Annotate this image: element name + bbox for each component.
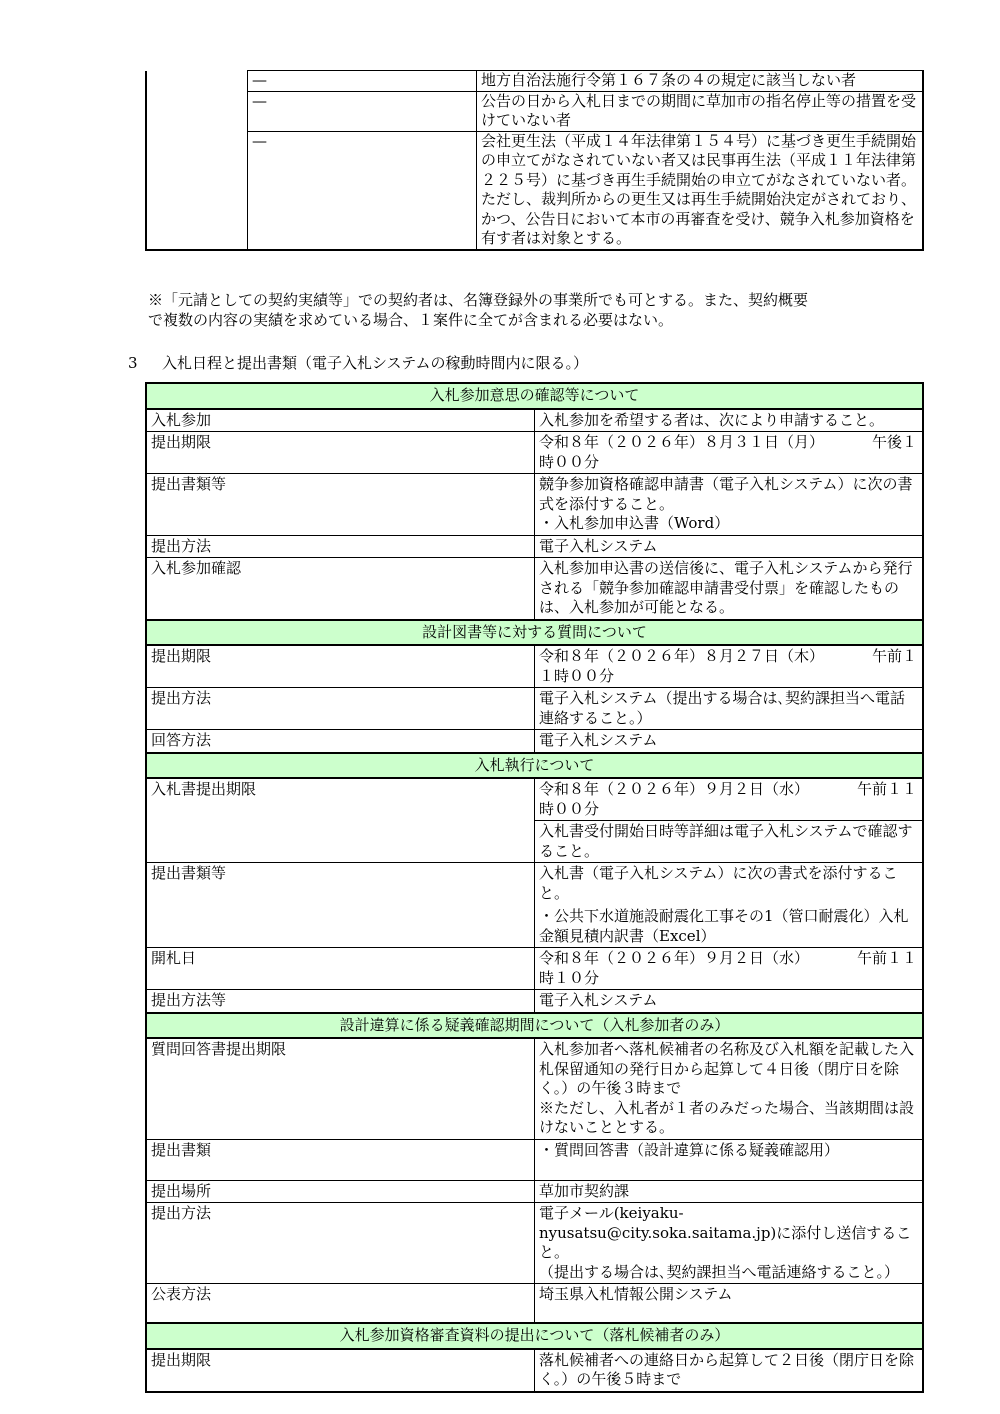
row-label: 提出期限 — [146, 432, 535, 474]
row-value — [535, 432, 924, 474]
table-row — [146, 863, 923, 948]
row-value: 電子入札システム（提出する場合は､契約課担当へ電話連絡すること。） — [535, 688, 924, 730]
note-line: で複数の内容の実績を求めている場合、１案件に全てが含まれる必要はない。 — [148, 311, 674, 329]
row-value: 電子入札システム — [535, 535, 924, 558]
section-title: 入札日程と提出書類（電子入札システムの稼動時間内に限る。） — [162, 354, 589, 372]
table-row — [146, 778, 923, 821]
requirement-text: 地方自治法施行令第１６７条の４の規定に該当しない者 — [477, 71, 924, 92]
deadline-time: 午前１１時００分 — [539, 647, 918, 685]
table-row — [146, 1180, 923, 1203]
value-line: ・入札参加申込書（Word） — [539, 514, 730, 532]
value-line: ※ただし、入札者が１者のみだった場合、当該期間は設けないこととする。 — [539, 1098, 915, 1136]
table-row — [146, 1038, 923, 1139]
section-header: 入札参加意思の確認等について — [146, 383, 923, 409]
row-value: 電子入札システム — [535, 730, 924, 753]
deadline-date: 令和８年（２０２６年）８月２７日（木） — [539, 647, 825, 665]
value-line: （提出する場合は､契約課担当へ電話連絡すること。） — [539, 1262, 900, 1281]
row-label: 入札参加確認 — [146, 558, 535, 620]
row-label: 入札参加 — [146, 409, 535, 432]
row-label: 提出方法 — [146, 535, 535, 558]
section-number: 3 — [128, 354, 138, 372]
table-row — [146, 645, 923, 688]
value-line: 入札参加者へ落札候補者の名称及び入札額を記載した入札保留通知の発行日から起算して４日後（閉庁日を除く。）の午後３時まで — [539, 1040, 915, 1097]
contract-note — [148, 290, 928, 330]
table-row — [146, 91, 923, 131]
row-value — [535, 474, 924, 536]
dash-cell: — — [248, 71, 477, 92]
deadline-date: 令和８年（２０２６年）９月２日（水） — [539, 780, 810, 798]
row-label: 提出方法 — [146, 688, 535, 730]
section-header: 設計図書等に対する質問について — [146, 620, 923, 646]
dash-cell: — — [248, 131, 477, 250]
value-line: 入札書（電子入札システム）に次の書式を添付すること。 — [539, 864, 898, 902]
row-value: 草加市契約課 — [535, 1180, 924, 1203]
row-label: 開札日 — [146, 948, 535, 990]
row-label: 提出場所 — [146, 1180, 535, 1203]
row-value — [535, 778, 924, 821]
row-value: 電子入札システム — [535, 990, 924, 1013]
value-line: 競争参加資格確認申請書（電子入札システム）に次の書式を添付すること。 — [539, 475, 913, 513]
row-value — [535, 948, 924, 990]
eligibility-table-continued — [145, 70, 924, 251]
schedule-table — [145, 382, 924, 1393]
section-header: 入札参加資格審査資料の提出について（落札候補者のみ） — [146, 1323, 923, 1349]
row-value — [535, 1038, 924, 1139]
row-value: 入札書受付開始日時等詳細は電子入札システムで確認すること。 — [535, 821, 924, 863]
table-row — [146, 1349, 923, 1392]
row-label: 提出期限 — [146, 645, 535, 688]
row-label: 提出書類 — [146, 1139, 535, 1180]
row-label: 公表方法 — [146, 1284, 535, 1324]
table-row — [146, 730, 923, 753]
table-row — [146, 948, 923, 990]
row-value: 埼玉県入札情報公開システム — [535, 1284, 924, 1324]
value-line: ・公共下水道施設耐震化工事その1（管口耐震化）入札金額見積内訳書（Excel） — [539, 907, 909, 945]
table-row — [146, 1203, 923, 1284]
table-row — [146, 474, 923, 536]
section-header: 入札執行について — [146, 753, 923, 779]
deadline-time: 午後１時００分 — [539, 433, 918, 471]
table-row — [146, 1284, 923, 1324]
row-value: 落札候補者への連絡日から起算して２日後（閉庁日を除く。）の午後５時まで — [535, 1349, 924, 1392]
row-value — [535, 863, 924, 948]
table-row — [146, 409, 923, 432]
table-row — [146, 71, 923, 92]
section-header: 設計違算に係る疑義確認期間について（入札参加者のみ） — [146, 1013, 923, 1039]
deadline-time: 午前１１時００分 — [539, 780, 918, 818]
table-row — [146, 688, 923, 730]
row-label: 入札書提出期限 — [146, 778, 535, 863]
row-label: 提出方法 — [146, 1203, 535, 1284]
row-label: 回答方法 — [146, 730, 535, 753]
table-row — [146, 432, 923, 474]
deadline-date: 令和８年（２０２６年）８月３１日（月） — [539, 433, 825, 451]
requirement-text: 会社更生法（平成１４年法律第１５４号）に基づき更生手続開始の申立てがなされていない者又は民事再生法（平成１１年法律第２２５号）に基づき再生手続開始の申立てがなされていない者。ただし、裁判所からの更生又は再生手続開始決定がされており、かつ、公告日において本市の再審査を受け、競争入札参加資格を有す者は対象とする。 — [477, 131, 924, 250]
row-value: ・質問回答書（設計違算に係る疑義確認用） — [535, 1139, 924, 1180]
row-label: 提出方法等 — [146, 990, 535, 1013]
row-label: 提出期限 — [146, 1349, 535, 1392]
row-value: 入札参加申込書の送信後に、電子入札システムから発行される「競争参加確認申請書受付票」を確認したものは、入札参加が可能となる。 — [535, 558, 924, 620]
row-value — [535, 645, 924, 688]
note-line: ※「元請としての契約実績等」での契約者は、名簿登録外の事業所でも可とする。また、契約概要 — [148, 291, 809, 309]
requirement-text: 公告の日から入札日までの期間に草加市の指名停止等の措置を受けていない者 — [477, 91, 924, 131]
row-label: 提出書類等 — [146, 474, 535, 536]
row-label: 提出書類等 — [146, 863, 535, 948]
row-label: 質問回答書提出期限 — [146, 1038, 535, 1139]
dash-cell: — — [248, 91, 477, 131]
opening-time: 午前１１時１０分 — [539, 949, 918, 987]
blank-cell — [146, 71, 248, 250]
row-value: 入札参加を希望する者は、次により申請すること。 — [535, 409, 924, 432]
row-value — [535, 1203, 924, 1284]
table-row — [146, 990, 923, 1013]
table-row — [146, 558, 923, 620]
table-row — [146, 1139, 923, 1180]
opening-date: 令和８年（２０２６年）９月２日（水） — [539, 949, 810, 967]
value-line: 電子メール(keiyaku-nyusatsu@city.soka.saitama.jp)に添付し送信すること。 — [539, 1204, 912, 1261]
table-row — [146, 131, 923, 250]
section-heading — [128, 354, 928, 374]
table-row — [146, 535, 923, 558]
